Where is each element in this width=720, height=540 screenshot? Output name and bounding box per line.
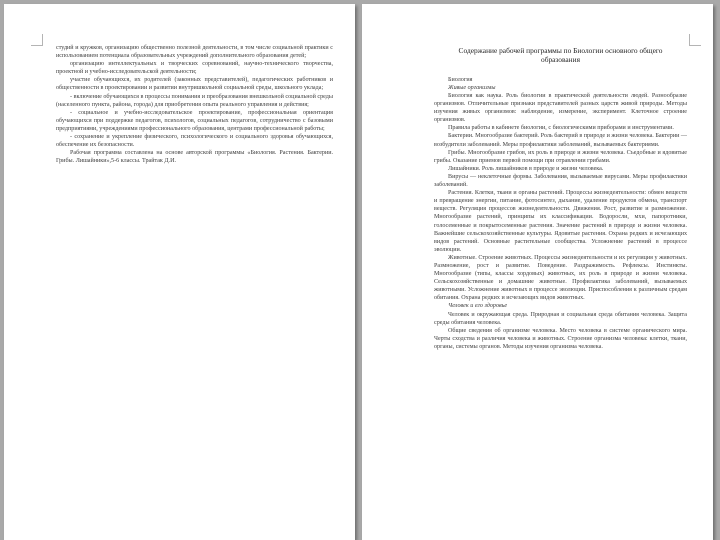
paragraph: - включение обучающихся в процессы понимания и преобразования внешкольной социальной среды (населенного пункта, района, города) для приобретения опыта реального управления и действия; bbox=[56, 93, 333, 108]
right-document-page bbox=[362, 4, 713, 540]
paragraph: Человек и его здоровье bbox=[448, 303, 508, 310]
left-page-text bbox=[56, 44, 333, 165]
paragraph: студий и кружков, организацию общественно полезной деятельности, в том числе социальной практики с использованием потенциала образовательных учреждений дополнительного образования детей; bbox=[56, 45, 333, 60]
paragraph: Общие сведения об организме человека. Место человека в системе органического мира. Черты сходства и различия человека и животных. Строение организма человека: клетки, ткани, органы, системы органов. Методы изучения организма человека. bbox=[434, 327, 687, 350]
paragraph: Рабочая программа составлена на основе авторской программы «Биология. Растения. Бактерии. Грибы. Лишайники»,5-6 классы. Трайтак Д.И. bbox=[56, 150, 333, 165]
left-document-page bbox=[4, 4, 355, 540]
paragraph: организацию интеллектуальных и творческих соревнований, научно-технического творчества, проектной и учебно-исследовательской деятельности; bbox=[56, 61, 333, 76]
paragraph: Живые организмы bbox=[448, 84, 496, 91]
paragraph: - социальное и учебно-исследовательское проектирование, профессиональная ориентация обучающихся при поддержке педагогов, психологов, социальных педагогов, сотрудничество с базовыми предприятиями, учреждениями профессионального образования, центрами профессиональной работы; bbox=[56, 109, 333, 132]
right-page-text bbox=[434, 46, 687, 351]
paragraph: Бактерии. Многообразие бактерий. Роль бактерий в природе и жизни человека. Бактерии — возбудители заболеваний. Меры профилактики заболеваний, вызываемых бактериями. bbox=[434, 133, 687, 148]
paragraph: Биология как наука. Роль биологии в практической деятельности людей. Разнообразие организмов. Отличительные признаки представителей разных царств живой природы. Методы изучения живых организмов: наблюдение, измерение, эксперимент. Клеточное строение организмов. bbox=[434, 93, 687, 124]
paragraph: Животные. Строение животных. Процессы жизнедеятельности и их регуляция у животных. Размножение, рост и развитие. Поведение. Раздражимость. Рефлексы. Инстинкты. Многообразие (типы, классы хордовых) животных, их роль в природе и жизни человека. Сельскохозяйственные и домашние животные. Профилактика заболеваний, вызываемых животными. Усложнение животных в процессе эволюции. Приспособления к различным средам обитания. Охрана редких и исчезающих видов животных. bbox=[434, 254, 687, 302]
paragraph: Правила работы в кабинете биологии, с биологическими приборами и инструментами. bbox=[448, 125, 674, 132]
paragraph: Вирусы — неклеточные формы. Заболевания, вызываемые вирусами. Меры профилактики заболеваний. bbox=[434, 173, 687, 189]
paragraph: Лишайники. Роль лишайников в природе и жизни человека. bbox=[448, 165, 604, 172]
crop-mark-top-right bbox=[689, 34, 701, 46]
paragraph: - сохранение и укрепление физического, психологического и социального здоровья обучающихся, обеспечение их безопасности. bbox=[56, 134, 333, 149]
crop-mark-top-left bbox=[31, 34, 43, 46]
paragraph: Растения. Клетки, ткани и органы растений. Процессы жизнедеятельности: обмен веществ и превращение энергии, питание, фотосинтез, дыхание, удаление продуктов обмена, транспорт веществ. Регуляция процессов жизнедеятельности. Движения. Рост, развитие и размножение. Многообразие растений, принципы их классификации. Водоросли, мхи, папоротники, голосеменные и покрытосеменные растения. Значение растений в природе и жизни человека. Важнейшие сельскохозяйственные культуры. Ядовитые растения. Охрана редких и исчезающих видов растений. Основные растительные сообщества. Усложнение растений в процессе эволюции. bbox=[434, 190, 687, 253]
paragraph: Грибы. Многообразие грибов, их роль в природе и жизни человека. Съедобные и ядовитые грибы. Оказание приемов первой помощи при отравлении грибами. bbox=[434, 149, 687, 164]
paragraph: участие обучающихся, их родителей (законных представителей), педагогических работников и общественности в проектировании и развитии внутришкольной социальной среды, школьного уклада; bbox=[56, 77, 333, 92]
program-content-heading: Содержание рабочей программы по Биологии основного общего образования bbox=[458, 46, 663, 65]
paragraph: Биология bbox=[448, 76, 473, 83]
paragraph: Человек и окружающая среда. Природная и социальная среда обитания человека. Защита среды обитания человека. bbox=[434, 311, 687, 326]
